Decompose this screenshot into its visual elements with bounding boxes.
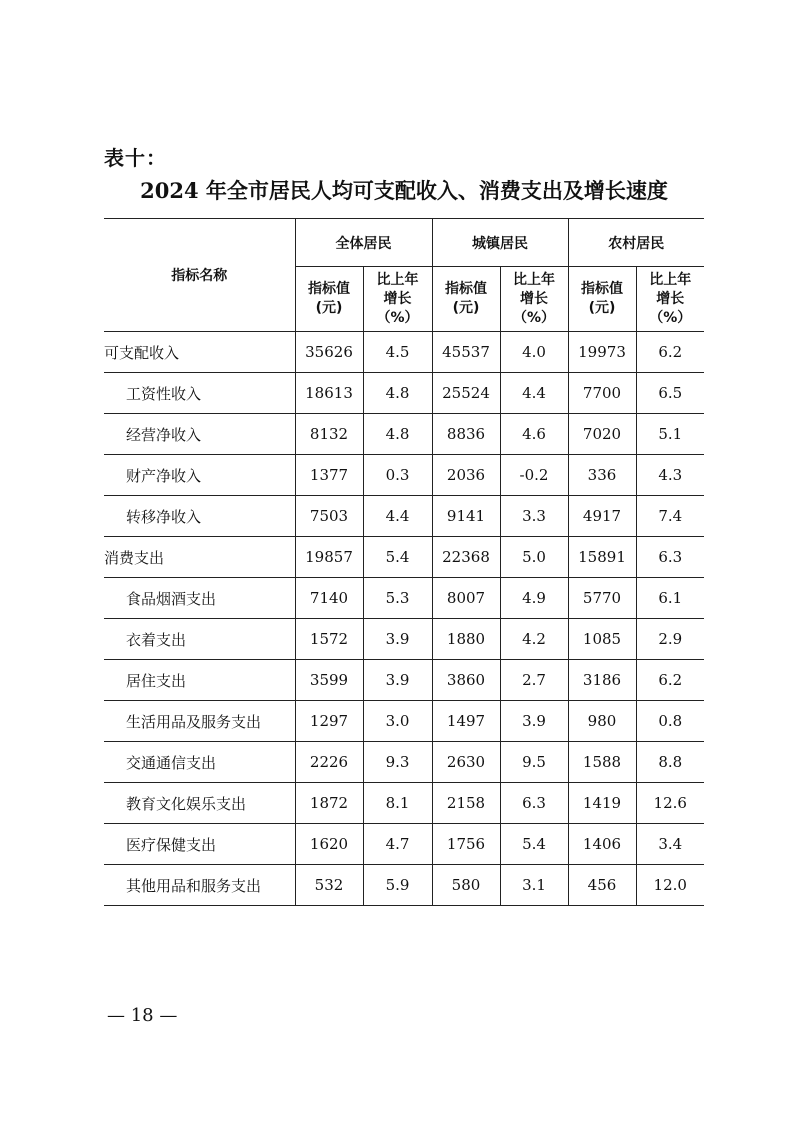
row-name: 食品烟酒支出 — [104, 578, 295, 619]
value-cell: 1620 — [295, 824, 363, 865]
table-row — [104, 537, 704, 578]
value-cell: 456 — [568, 865, 636, 906]
value-header — [568, 267, 636, 332]
table-row — [104, 783, 704, 824]
growth-header-line1: 比上年 — [513, 271, 555, 288]
value-cell: 7020 — [568, 414, 636, 455]
growth-cell: 4.8 — [363, 373, 432, 414]
growth-cell: 8.8 — [636, 742, 704, 783]
table-row — [104, 332, 704, 373]
value-cell: 1572 — [295, 619, 363, 660]
value-cell: 1297 — [295, 701, 363, 742]
value-cell: 4917 — [568, 496, 636, 537]
growth-cell: -0.2 — [500, 455, 568, 496]
growth-cell: 12.0 — [636, 865, 704, 906]
value-cell: 22368 — [432, 537, 500, 578]
value-cell: 3186 — [568, 660, 636, 701]
value-cell: 1419 — [568, 783, 636, 824]
growth-cell: 6.1 — [636, 578, 704, 619]
growth-cell: 4.4 — [500, 373, 568, 414]
row-name: 消费支出 — [104, 537, 295, 578]
value-cell: 7503 — [295, 496, 363, 537]
growth-cell: 4.0 — [500, 332, 568, 373]
table-row — [104, 414, 704, 455]
row-name: 可支配收入 — [104, 332, 295, 373]
growth-cell: 4.4 — [363, 496, 432, 537]
statistics-table — [104, 218, 704, 906]
value-cell: 2036 — [432, 455, 500, 496]
page-number: — 18 — — [107, 1005, 178, 1026]
row-name: 经营净收入 — [104, 414, 295, 455]
value-cell: 15891 — [568, 537, 636, 578]
value-header-line2: (元) — [452, 300, 480, 316]
growth-cell: 5.4 — [500, 824, 568, 865]
value-header-line1: 指标值 — [581, 281, 623, 297]
table-title: 2024 年全市居民人均可支配收入、消费支出及增长速度 — [140, 178, 668, 203]
growth-cell: 9.5 — [500, 742, 568, 783]
growth-cell: 2.9 — [636, 619, 704, 660]
row-name: 教育文化娱乐支出 — [104, 783, 295, 824]
row-name: 财产净收入 — [104, 455, 295, 496]
growth-header — [636, 267, 704, 332]
growth-header-line2: 增长 — [656, 290, 685, 307]
group-header-all: 全体居民 — [295, 219, 432, 267]
value-header-line1: 指标值 — [308, 281, 350, 297]
value-header-line2: (元) — [315, 300, 343, 316]
row-name: 居住支出 — [104, 660, 295, 701]
row-name: 转移净收入 — [104, 496, 295, 537]
growth-cell: 4.5 — [363, 332, 432, 373]
value-cell: 8836 — [432, 414, 500, 455]
growth-cell: 4.7 — [363, 824, 432, 865]
growth-cell: 12.6 — [636, 783, 704, 824]
growth-cell: 3.9 — [363, 619, 432, 660]
growth-cell: 6.2 — [636, 660, 704, 701]
growth-cell: 3.9 — [500, 701, 568, 742]
value-cell: 1880 — [432, 619, 500, 660]
growth-header-line1: 比上年 — [649, 271, 692, 288]
value-cell: 532 — [295, 865, 363, 906]
growth-cell: 6.3 — [636, 537, 704, 578]
value-cell: 2158 — [432, 783, 500, 824]
value-cell: 8132 — [295, 414, 363, 455]
growth-cell: 3.4 — [636, 824, 704, 865]
growth-cell: 4.8 — [363, 414, 432, 455]
growth-cell: 7.4 — [636, 496, 704, 537]
value-cell: 35626 — [295, 332, 363, 373]
row-name: 医疗保健支出 — [104, 824, 295, 865]
growth-cell: 5.1 — [636, 414, 704, 455]
value-cell: 3860 — [432, 660, 500, 701]
group-header-rural: 农村居民 — [568, 219, 704, 267]
growth-cell: 4.9 — [500, 578, 568, 619]
value-cell: 9141 — [432, 496, 500, 537]
growth-cell: 9.3 — [363, 742, 432, 783]
growth-cell: 4.3 — [636, 455, 704, 496]
value-cell: 7140 — [295, 578, 363, 619]
value-header-line1: 指标值 — [445, 281, 487, 297]
growth-cell: 5.9 — [363, 865, 432, 906]
growth-cell: 0.8 — [636, 701, 704, 742]
row-name: 衣着支出 — [104, 619, 295, 660]
row-name: 生活用品及服务支出 — [104, 701, 295, 742]
group-header-urban: 城镇居民 — [432, 219, 568, 267]
value-cell: 1085 — [568, 619, 636, 660]
value-cell: 8007 — [432, 578, 500, 619]
growth-cell: 2.7 — [500, 660, 568, 701]
value-header — [432, 267, 500, 332]
value-cell: 2630 — [432, 742, 500, 783]
value-cell: 2226 — [295, 742, 363, 783]
value-cell: 1497 — [432, 701, 500, 742]
growth-cell: 3.3 — [500, 496, 568, 537]
growth-cell: 3.0 — [363, 701, 432, 742]
table-row — [104, 824, 704, 865]
value-cell: 980 — [568, 701, 636, 742]
growth-cell: 3.1 — [500, 865, 568, 906]
value-cell: 336 — [568, 455, 636, 496]
row-name: 其他用品和服务支出 — [104, 865, 295, 906]
table-row — [104, 496, 704, 537]
growth-header — [500, 267, 568, 332]
row-name: 交通通信支出 — [104, 742, 295, 783]
growth-cell: 5.3 — [363, 578, 432, 619]
growth-cell: 6.5 — [636, 373, 704, 414]
table-row — [104, 742, 704, 783]
table-row — [104, 373, 704, 414]
growth-cell: 0.3 — [363, 455, 432, 496]
growth-cell: 3.9 — [363, 660, 432, 701]
value-cell: 1756 — [432, 824, 500, 865]
table-row — [104, 701, 704, 742]
growth-header-line3: （%） — [512, 309, 556, 326]
growth-header-line3: （%） — [649, 309, 692, 326]
row-name: 工资性收入 — [104, 373, 295, 414]
value-header-line2: (元) — [588, 300, 616, 316]
indicator-header: 指标名称 — [104, 219, 295, 332]
table-row — [104, 660, 704, 701]
value-cell: 19973 — [568, 332, 636, 373]
value-cell: 25524 — [432, 373, 500, 414]
growth-cell: 8.1 — [363, 783, 432, 824]
table-row — [104, 455, 704, 496]
value-cell: 18613 — [295, 373, 363, 414]
table-row — [104, 619, 704, 660]
growth-header — [363, 267, 432, 332]
growth-cell: 4.2 — [500, 619, 568, 660]
table-row — [104, 578, 704, 619]
growth-header-line1: 比上年 — [376, 271, 419, 288]
growth-header-line2: 增长 — [520, 290, 548, 307]
growth-cell: 5.0 — [500, 537, 568, 578]
value-cell: 580 — [432, 865, 500, 906]
growth-header-line2: 增长 — [383, 290, 412, 307]
value-cell: 1872 — [295, 783, 363, 824]
growth-cell: 4.6 — [500, 414, 568, 455]
value-header — [295, 267, 363, 332]
value-cell: 1406 — [568, 824, 636, 865]
table-body — [104, 332, 704, 906]
growth-cell: 6.3 — [500, 783, 568, 824]
growth-cell: 5.4 — [363, 537, 432, 578]
value-cell: 5770 — [568, 578, 636, 619]
table-row — [104, 865, 704, 906]
value-cell: 45537 — [432, 332, 500, 373]
growth-cell: 6.2 — [636, 332, 704, 373]
value-cell: 19857 — [295, 537, 363, 578]
value-cell: 3599 — [295, 660, 363, 701]
table-label: 表十： — [104, 146, 167, 170]
value-cell: 1377 — [295, 455, 363, 496]
value-cell: 1588 — [568, 742, 636, 783]
growth-header-line3: （%） — [376, 309, 419, 326]
value-cell: 7700 — [568, 373, 636, 414]
